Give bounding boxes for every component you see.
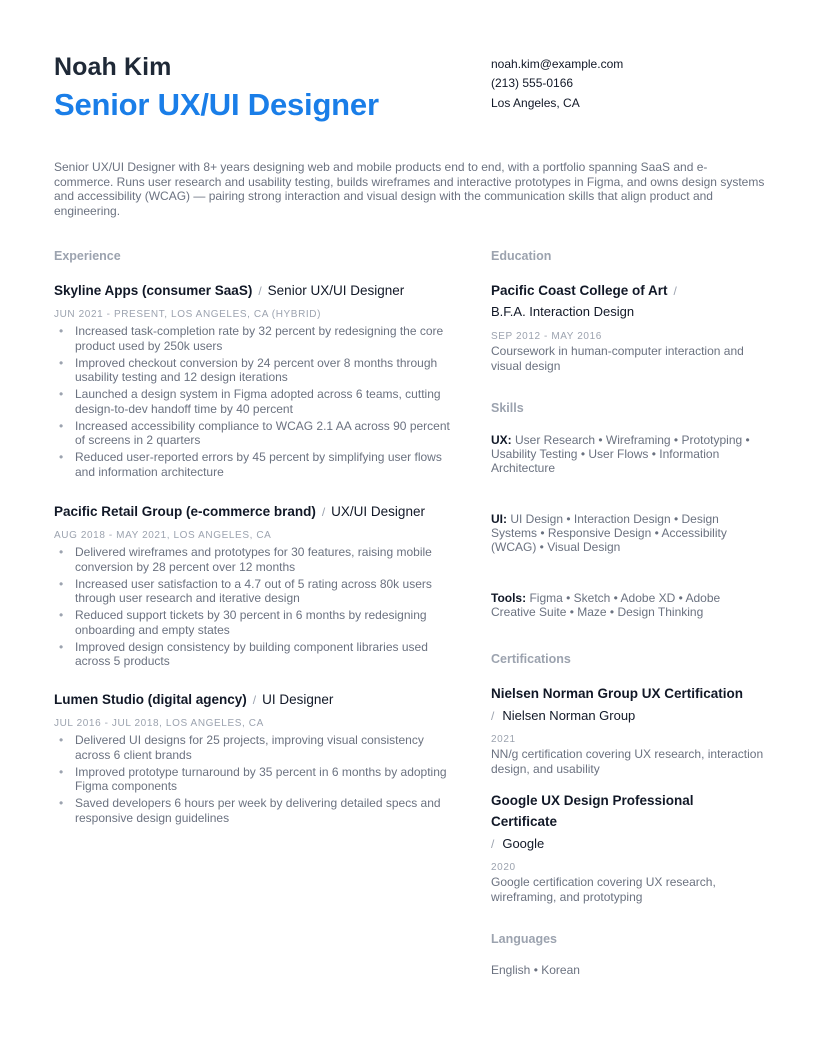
certifications-heading-wrap <box>491 651 766 667</box>
education-section <box>491 248 766 373</box>
school-separator: / <box>673 284 677 298</box>
skill-category: Tools: <box>491 591 527 605</box>
issuer-separator: / <box>491 837 495 851</box>
job-bullet: • Increased accessibility compliance to WCAG 2.1 AA across 90 percent of screens in 2 quarters <box>54 419 455 448</box>
job-bullet: • Launched a design system in Figma adopted across 6 teams, cutting design-to-dev handoff time by 40 percent <box>54 387 455 416</box>
job-bullets <box>54 545 454 669</box>
school-name: Pacific Coast College of Art <box>491 283 668 298</box>
certification-year: 2020 <box>491 862 516 873</box>
job-bullet: • Increased user satisfaction to a 4.7 out of 5 rating across 80k users through user research and iterative design <box>54 577 455 606</box>
issuer-separator: / <box>491 709 495 723</box>
job-bullet: • Improved design consistency by building component libraries used across 5 products <box>54 640 455 669</box>
education-school <box>491 282 766 300</box>
job-company: Lumen Studio (digital agency) <box>54 692 247 707</box>
issuer-name: Nielsen Norman Group <box>502 708 636 723</box>
issuer-name: Google <box>502 836 545 851</box>
experience-section <box>54 248 454 825</box>
job-header <box>54 282 454 300</box>
experience-heading: Experience <box>54 249 121 263</box>
skill-items: User Research • Wireframing • Prototyping • Usability Testing • User Flows • Information Architecture <box>491 433 750 476</box>
skill-group-tools <box>491 591 759 619</box>
certification-issuer <box>491 835 766 853</box>
education-description: Coursework in human-computer interaction and visual design <box>491 344 744 373</box>
skill-category: UX: <box>491 433 512 447</box>
job-entry <box>54 691 454 828</box>
skill-group-ux <box>491 433 759 476</box>
certification-issuer <box>491 707 766 725</box>
skill-category: UI: <box>491 512 507 526</box>
job-meta: JUL 2016 - JUL 2018, LOS ANGELES, CA <box>54 718 264 729</box>
job-title: UX/UI Designer <box>331 504 425 519</box>
job-meta: JUN 2021 - PRESENT, LOS ANGELES, CA (HYBRID) <box>54 309 322 320</box>
job-entry <box>54 503 454 671</box>
contact-block <box>491 55 623 113</box>
certification-name: Nielsen Norman Group UX Certification <box>491 686 744 701</box>
certification-year: 2021 <box>491 734 516 745</box>
languages-heading: Languages <box>491 932 557 946</box>
job-header <box>54 503 454 521</box>
job-bullets <box>54 324 454 479</box>
skill-group-ui <box>491 512 759 555</box>
contact-phone: (213) 555-0166 <box>491 76 574 91</box>
certification-name: Google UX Design Professional Certificate <box>491 793 694 829</box>
skill-items: Figma • Sketch • Adobe XD • Adobe Creative Suite • Maze • Design Thinking <box>491 591 721 620</box>
education-degree: B.F.A. Interaction Design <box>491 304 635 319</box>
job-bullet: • Delivered wireframes and prototypes for 30 features, raising mobile conversion by 28 percent over 12 months <box>54 545 455 574</box>
candidate-name: Noah Kim <box>54 53 172 81</box>
languages-section <box>491 931 766 978</box>
certification-entry <box>491 683 766 776</box>
job-company: Pacific Retail Group (e-commerce brand) <box>54 504 316 519</box>
job-meta: AUG 2018 - MAY 2021, LOS ANGELES, CA <box>54 530 272 541</box>
certifications-heading: Certifications <box>491 652 571 666</box>
languages-list: English • Korean <box>491 963 580 977</box>
job-bullet: • Improved prototype turnaround by 35 percent in 6 months by adopting Figma components <box>54 765 455 794</box>
job-separator: / <box>258 284 262 298</box>
job-bullet: • Reduced support tickets by 30 percent in 6 months by redesigning onboarding and empty states <box>54 608 455 637</box>
education-dates: SEP 2012 - MAY 2016 <box>491 331 602 342</box>
job-bullet: • Improved checkout conversion by 24 percent over 8 months through usability testing and 12 design iterations <box>54 356 455 385</box>
certification-description: Google certification covering UX research, wireframing, and prototyping <box>491 875 716 904</box>
job-bullet: • Increased task-completion rate by 32 percent by redesigning the core product used by 250k users <box>54 324 455 353</box>
job-company: Skyline Apps (consumer SaaS) <box>54 283 253 298</box>
skills-heading: Skills <box>491 401 524 415</box>
contact-email: noah.kim@example.com <box>491 57 624 71</box>
candidate-role: Senior UX/UI Designer <box>54 87 379 122</box>
certification-entry <box>491 790 766 904</box>
job-bullet: • Reduced user-reported errors by 45 percent by simplifying user flows and information architecture <box>54 450 455 479</box>
summary-paragraph: Senior UX/UI Designer with 8+ years designing web and mobile products end to end, with a portfolio spanning SaaS and e-commerce. Runs user research and usability testing, builds wireframes and interactive prototypes in Figma, and owns design systems and accessibility (WCAG) — pairing strong interaction and visual design with the communication skills that align product and engineering. <box>54 160 765 218</box>
job-title: UI Designer <box>262 692 334 707</box>
job-separator: / <box>252 693 257 707</box>
job-entry <box>54 282 454 482</box>
skill-items: UI Design • Interaction Design • Design Systems • Responsive Design • Accessibility (WCAG) • Visual Design <box>491 512 727 555</box>
certification-description: NN/g certification covering UX research, interaction design, and usability <box>491 747 764 776</box>
job-bullets <box>54 733 454 825</box>
job-title: Senior UX/UI Designer <box>267 283 405 298</box>
job-bullet: • Delivered UI designs for 25 projects, improving visual consistency across 6 client brands <box>54 733 455 762</box>
job-header <box>54 691 454 709</box>
skills-heading-wrap <box>491 400 766 416</box>
education-heading: Education <box>491 249 552 263</box>
job-bullet: • Saved developers 6 hours per week by delivering detailed specs and responsive design guidelines <box>54 796 455 825</box>
contact-location: Los Angeles, CA <box>491 95 580 110</box>
job-separator: / <box>321 505 326 519</box>
